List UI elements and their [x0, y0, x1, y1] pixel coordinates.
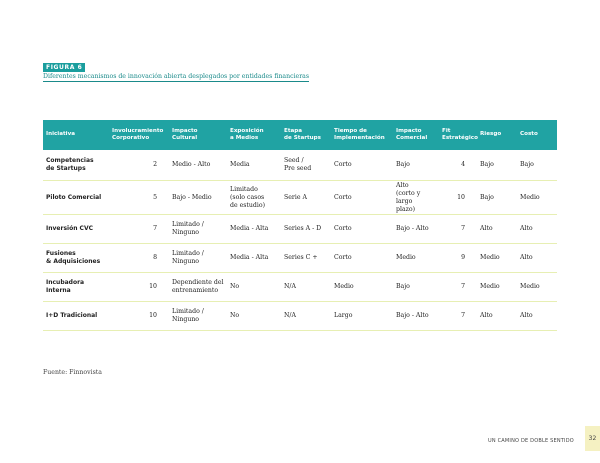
cell-costo: Medio — [520, 283, 540, 290]
cell-iniciativa — [43, 312, 109, 320]
cell-exposicion-medios — [227, 283, 281, 291]
header-fit-estrategico — [439, 128, 477, 143]
cell-line: Fusiones — [46, 250, 76, 257]
cell-line: (corto y largo — [396, 189, 421, 205]
cell-line: Ninguno — [172, 258, 200, 265]
header-costo — [517, 131, 557, 139]
cell-iniciativa — [43, 279, 109, 295]
header-line: Impacto — [396, 127, 422, 134]
cell-impacto-cultural — [169, 194, 227, 202]
cell-etapa-startups — [281, 312, 331, 320]
cell-tiempo-implementacion: Corto — [334, 225, 352, 232]
cell-impacto-comercial — [393, 225, 439, 233]
cell-fit-estrategico: 4 — [461, 161, 465, 168]
cell-line: Pre seed — [284, 165, 312, 172]
figure-badge: FIGURA 6 — [43, 63, 85, 72]
cell-line: plazo) — [396, 205, 416, 213]
cell-riesgo: Bajo — [480, 193, 494, 201]
source-note: Fuente: Finnovista — [43, 369, 102, 376]
cell-line: Incubadora — [46, 279, 85, 286]
cell-costo: Bajo — [520, 161, 534, 168]
cell-line: Interna — [46, 287, 71, 294]
cell-fit-estrategico: 10 — [457, 193, 465, 201]
header-line: Implementación — [334, 135, 385, 141]
header-tiempo-implementacion — [331, 128, 393, 143]
cell-involucramiento: 5 — [153, 193, 157, 201]
cell-exposicion-medios — [227, 161, 281, 169]
cell-line: Bajo - Alto — [396, 225, 429, 232]
cell-involucramiento: 8 — [153, 254, 157, 261]
cell-impacto-comercial — [393, 283, 439, 291]
figure-caption: Diferentes mecanismos de innovación abierta desplegados por entidades financieras — [43, 73, 310, 80]
header-exposicion-medios — [227, 128, 281, 143]
header-line: Costo — [520, 131, 538, 138]
header-line: Involucramiento — [112, 127, 164, 134]
cell-line: No — [230, 312, 240, 319]
cell-costo: Alto — [520, 312, 533, 319]
cell-iniciativa — [43, 194, 109, 202]
cell-impacto-comercial — [393, 312, 439, 320]
header-line: Cultural — [172, 135, 198, 141]
cell-involucramiento: 10 — [149, 283, 157, 290]
cell-line: Media - Alta — [230, 225, 269, 232]
cell-tiempo-implementacion: Medio — [334, 283, 354, 290]
cell-etapa-startups — [281, 254, 331, 262]
cell-line: Limitado — [230, 185, 258, 193]
table-header — [43, 120, 557, 150]
cell-etapa-startups — [281, 283, 331, 291]
cell-impacto-cultural — [169, 279, 227, 295]
cell-fit-estrategico: 7 — [461, 225, 465, 232]
cell-etapa-startups — [281, 225, 331, 233]
cell-costo: Alto — [520, 225, 533, 232]
cell-line: I+D Tradicional — [46, 312, 98, 319]
cell-impacto-comercial — [393, 254, 439, 262]
cell-line: Limitado / — [172, 308, 204, 315]
header-line: Comercial — [396, 135, 428, 141]
cell-tiempo-implementacion: Corto — [334, 161, 352, 168]
cell-line: Medio - Alto — [172, 161, 211, 168]
table-row — [43, 244, 557, 273]
cell-line: Bajo - Medio — [172, 193, 212, 201]
cell-line: Limitado / — [172, 250, 204, 257]
table-row — [43, 150, 557, 181]
header-line: Exposición — [230, 127, 264, 134]
cell-impacto-comercial — [393, 182, 439, 214]
cell-line: Media — [230, 161, 250, 168]
cell-riesgo: Medio — [480, 254, 500, 261]
cell-line: No — [230, 283, 240, 290]
cell-exposicion-medios — [227, 186, 281, 210]
cell-line: Competencias — [46, 157, 94, 164]
cell-line: de Startups — [46, 165, 86, 172]
table-row — [43, 302, 557, 331]
cell-riesgo: Alto — [480, 312, 493, 319]
cell-line: entrenamiento — [172, 287, 219, 294]
cell-riesgo: Bajo — [480, 161, 494, 168]
cell-etapa-startups — [281, 157, 331, 173]
cell-impacto-cultural — [169, 308, 227, 324]
cell-tiempo-implementacion: Largo — [334, 312, 353, 319]
table-body — [43, 150, 557, 331]
cell-line: Ninguno — [172, 229, 200, 236]
header-line: Impacto — [172, 127, 198, 134]
cell-costo: Alto — [520, 254, 533, 261]
cell-line: N/A — [284, 283, 296, 290]
cell-impacto-cultural — [169, 250, 227, 266]
cell-line: Seed / — [284, 157, 304, 164]
cell-impacto-cultural — [169, 221, 227, 237]
header-iniciativa — [43, 131, 109, 139]
table-row — [43, 215, 557, 244]
cell-tiempo-implementacion: Corto — [334, 254, 352, 261]
cell-etapa-startups — [281, 194, 331, 202]
header-line: de Startups — [284, 135, 321, 141]
cell-exposicion-medios — [227, 225, 281, 233]
cell-line: & Adquisiciones — [46, 258, 101, 265]
cell-line: Bajo — [396, 283, 410, 290]
header-impacto-cultural — [169, 128, 227, 143]
cell-line: Ninguno — [172, 316, 200, 323]
cell-involucramiento: 2 — [153, 161, 157, 168]
table-row — [43, 273, 557, 302]
header-line: Fit — [442, 127, 451, 134]
cell-costo: Medio — [520, 193, 540, 201]
cell-line: Medio — [396, 254, 416, 261]
header-line: Tiempo de — [334, 127, 367, 134]
header-line: Corporativo — [112, 135, 150, 141]
header-riesgo — [477, 131, 517, 139]
cell-riesgo: Medio — [480, 283, 500, 290]
header-line: Iniciativa — [46, 131, 76, 138]
cell-line: Series C + — [284, 254, 318, 261]
cell-exposicion-medios — [227, 312, 281, 320]
cell-iniciativa — [43, 250, 109, 266]
cell-line: Alto — [396, 181, 409, 189]
cell-iniciativa — [43, 225, 109, 233]
cell-fit-estrategico: 9 — [461, 254, 465, 261]
cell-line: Series A - D — [284, 225, 322, 232]
cell-involucramiento: 10 — [149, 312, 157, 319]
header-involucramiento — [109, 128, 169, 143]
cell-fit-estrategico: 7 — [461, 312, 465, 319]
cell-line: (solo casos — [230, 193, 265, 201]
cell-line: Media - Alta — [230, 254, 269, 261]
footer-running-title: UN CAMINO DE DOBLE SENTIDO — [488, 438, 574, 444]
cell-line: N/A — [284, 312, 296, 319]
header-line: Riesgo — [480, 131, 502, 138]
header-line: Estratégico — [442, 135, 478, 141]
cell-impacto-comercial — [393, 161, 439, 169]
cell-line: Limitado / — [172, 221, 204, 228]
cell-tiempo-implementacion: Corto — [334, 193, 352, 201]
cell-riesgo: Alto — [480, 225, 493, 232]
header-line: Etapa — [284, 127, 303, 134]
header-impacto-comercial — [393, 128, 439, 143]
cell-impacto-cultural — [169, 161, 227, 169]
cell-line: de estudio) — [230, 201, 265, 209]
innovation-mechanisms-table — [43, 120, 557, 331]
cell-involucramiento: 7 — [153, 225, 157, 232]
header-etapa-startups — [281, 128, 331, 143]
cell-line: Bajo - Alto — [396, 312, 429, 319]
cell-line: Inversión CVC — [46, 225, 94, 232]
cell-exposicion-medios — [227, 254, 281, 262]
cell-line: Bajo — [396, 161, 410, 168]
page-number: 32 — [585, 426, 600, 451]
cell-iniciativa — [43, 157, 109, 173]
cell-line: Dependiente del — [172, 279, 224, 286]
table-row — [43, 181, 557, 215]
cell-fit-estrategico: 7 — [461, 283, 465, 290]
cell-line: Piloto Comercial — [46, 193, 102, 201]
header-line: a Medios — [230, 135, 259, 141]
cell-line: Serie A — [284, 193, 307, 201]
